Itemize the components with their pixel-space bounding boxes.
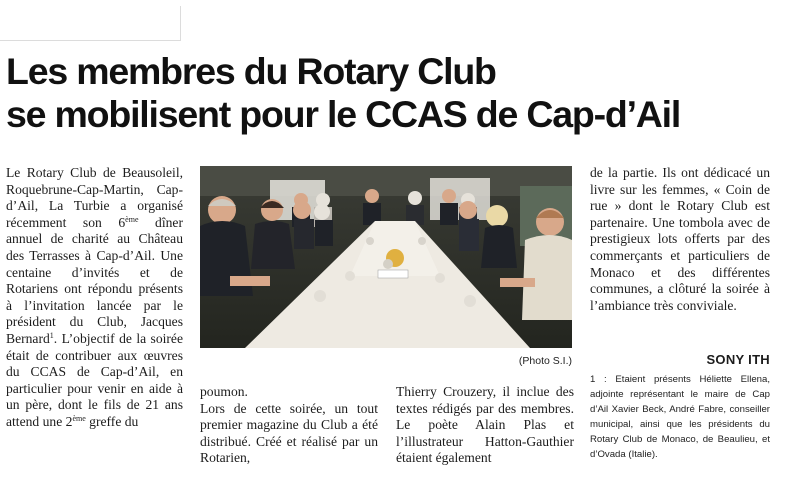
article-column-1 bbox=[6, 165, 183, 431]
footnote: 1 : Etaient présents Héliette Ellena, adjointe représentant le maire de Cap d’Ail Xavier Beck, André Fabre, conseiller municipal, ainsi que les présidents du Rotary Club de Monaco, de Beaulieu, et d’Ovada (Italie). bbox=[590, 374, 770, 460]
author-byline: SONY ITH bbox=[706, 352, 770, 367]
superscript-ordinal: ème bbox=[125, 214, 139, 224]
photo-credit: (Photo S.I.) bbox=[518, 355, 572, 367]
footnote-marker: 1 bbox=[49, 330, 54, 340]
header-frame bbox=[0, 6, 181, 41]
headline-line-1: Les membres du Rotary Club bbox=[6, 50, 496, 92]
column-1-part-2: dîner annuel de charité au Château des Terrasses à Cap-d’Ail. Une centaine d’invités et de Rotariens ont répondu présents à l’invitation lancée par le président du Club, Jacques Bernard bbox=[6, 214, 183, 346]
dinner-table-illustration bbox=[200, 166, 572, 348]
column-3-paragraph-1: Thierry Crouzery, il inclue des textes rédigés par des membres. Le poète Alain Plas et l’illustrateur Hatton-Gauthier étaient également bbox=[396, 384, 574, 466]
column-1-part-1: Le Rotary Club de Beausoleil, Roquebrune-Cap-Martin, Cap-d’Ail, La Turbie a organisé récemment son 6 bbox=[6, 165, 183, 230]
column-1-text bbox=[6, 165, 183, 431]
article-column-2 bbox=[200, 384, 378, 467]
superscript-ordinal-2: ème bbox=[72, 413, 86, 423]
column-1-part-4: greffe du bbox=[85, 413, 139, 429]
article-column-4 bbox=[590, 165, 770, 314]
headline-line-2: se mobilisent pour le CCAS de Cap-d’Ail bbox=[6, 93, 681, 135]
column-1-part-3: . L’objectif de la soirée était de contribuer aux œuvres du CCAS de Cap-d’Ail, en particulier pour venir en aide à un père, dont le fils de 21 ans attend une 2 bbox=[6, 330, 183, 429]
article-column-3 bbox=[396, 384, 574, 467]
headline bbox=[6, 50, 782, 136]
column-4-paragraph-1: de la partie. Ils ont dédicacé un livre sur les femmes, « Coin de rue » dont le Rotary Club est partenaire. Une tombola avec de prestigieux lots offerts par des commerçants et particuliers de Monaco et des différentes communes, a clôturé la soirée à l’ambiance très conviviale. bbox=[590, 165, 770, 313]
ceiling bbox=[200, 166, 572, 196]
event-photo bbox=[200, 166, 572, 348]
column-2-paragraph-2: Lors de cette soirée, un tout premier magazine du Club a été distribué. Créé et réalisé par un Rotarien, bbox=[200, 400, 378, 466]
column-2-paragraph-1: poumon. bbox=[200, 384, 248, 399]
